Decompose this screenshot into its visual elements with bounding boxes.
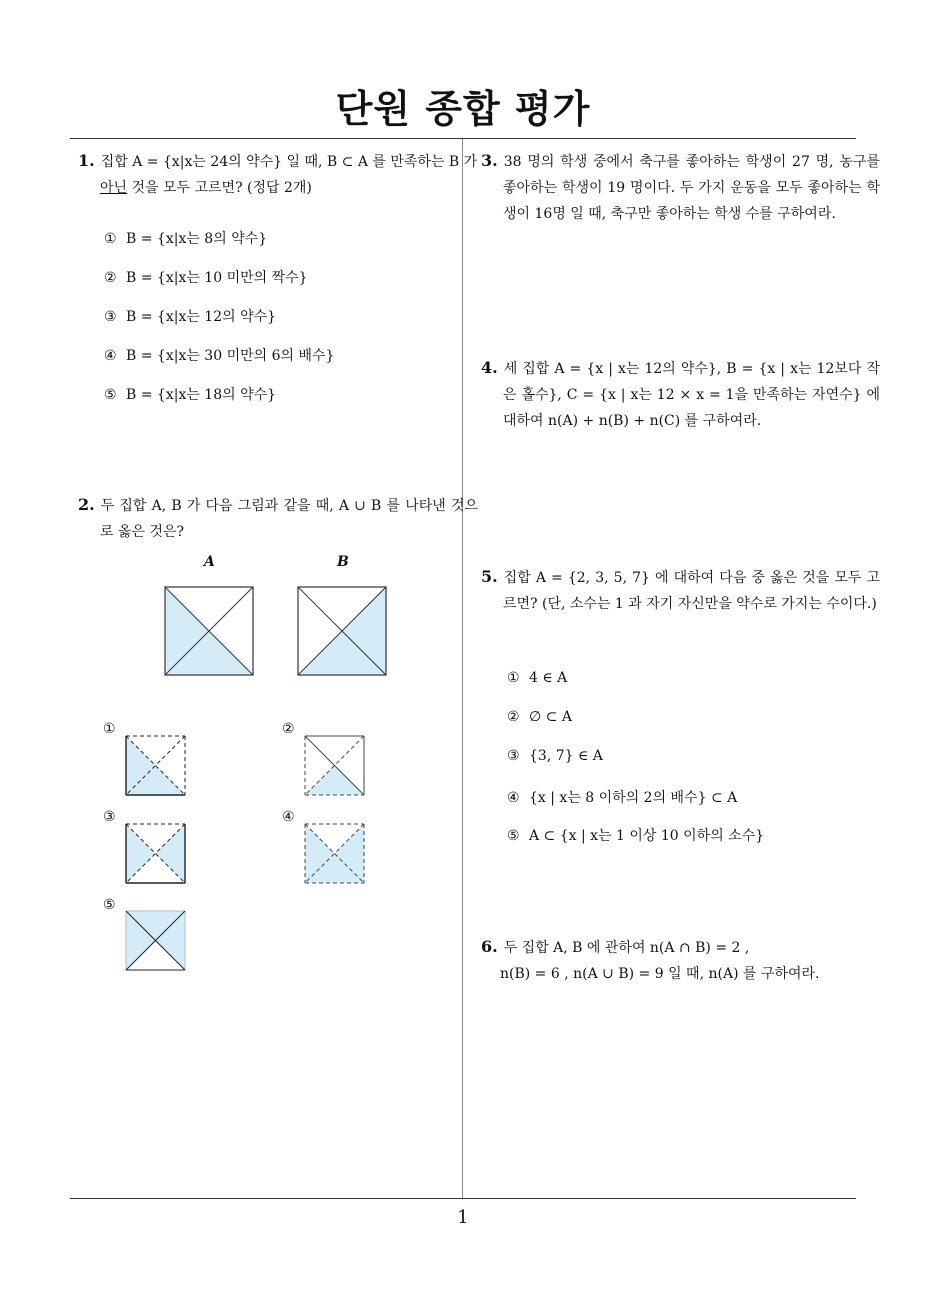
option-mark: ⑤ xyxy=(104,387,117,403)
q2-choice-5-mark[interactable]: ⑤ xyxy=(103,897,116,913)
option-mark: ⑤ xyxy=(507,828,520,844)
underlined-word: 아닌 xyxy=(100,180,128,196)
q2-choice-4-diagram[interactable] xyxy=(305,824,364,883)
question-6-line-2: n(B) = 6 , n(A ∪ B) = 9 일 때, n(A) 를 구하여라. xyxy=(500,966,820,982)
question-text: 집합 A = {x|x는 24의 약수} 일 때, B ⊂ A 를 만족하는 B 가 xyxy=(100,154,478,170)
question-3 xyxy=(481,148,880,227)
option-text: B = {x|x는 12의 약수} xyxy=(126,309,277,325)
question-number: 2. xyxy=(78,495,95,514)
option-text: B = {x|x는 10 미만의 짝수} xyxy=(126,270,308,286)
option-text: A ⊂ {x | x는 1 이상 10 이하의 소수} xyxy=(529,828,765,844)
set-b-diagram xyxy=(298,587,386,675)
q1-option-5[interactable] xyxy=(104,384,276,404)
option-mark: ④ xyxy=(507,790,520,806)
option-mark: ① xyxy=(104,231,117,247)
question-number: 1. xyxy=(78,151,95,170)
q5-option-2[interactable] xyxy=(507,709,572,725)
q2-choice-1-diagram[interactable] xyxy=(126,736,185,795)
page-number: 1 xyxy=(457,1207,469,1228)
question-number: 5. xyxy=(481,567,498,586)
question-5 xyxy=(481,564,880,617)
q5-option-4[interactable] xyxy=(507,787,737,807)
question-number: 4. xyxy=(481,358,498,377)
option-mark: ③ xyxy=(104,309,117,325)
page-title: 단원 종합 평가 xyxy=(335,87,591,131)
question-text: 두 집합 A, B 에 관하여 n(A ∩ B) = 2 , xyxy=(503,940,750,956)
q1-option-2[interactable] xyxy=(104,267,308,287)
question-text: 집합 A = {2, 3, 5, 7} 에 대하여 다음 중 옳은 것을 모두 고르면? (단, 소수는 1 과 자기 자신만을 약수로 가지는 수이다.) xyxy=(503,570,880,612)
option-text: {3, 7} ∈ A xyxy=(529,748,603,764)
q2-choice-2-mark[interactable]: ② xyxy=(282,721,295,737)
question-number: 3. xyxy=(481,151,498,170)
q5-option-1[interactable] xyxy=(507,670,567,686)
set-b-label: B xyxy=(337,554,349,570)
question-text-end: 것을 모두 고르면? (정답 2개) xyxy=(127,180,312,196)
q2-choice-5-diagram[interactable] xyxy=(126,911,185,970)
q1-option-4[interactable] xyxy=(104,345,334,365)
option-text: B = {x|x는 8의 약수} xyxy=(126,231,268,247)
bottom-rule xyxy=(70,1198,856,1199)
question-6 xyxy=(481,934,858,987)
q2-choice-1-mark[interactable]: ① xyxy=(103,721,116,737)
option-mark: ③ xyxy=(507,748,520,764)
question-text: 38 명의 학생 중에서 축구를 좋아하는 학생이 27 명, 농구를 좋아하는 학생이 19 명이다. 두 가지 운동을 모두 좋아하는 학생이 16명 일 때, 축구만 좋아하는 학생 수를 구하여라. xyxy=(503,154,880,222)
q1-option-3[interactable] xyxy=(104,306,276,326)
question-text: 세 집합 A = {x | x는 12의 약수}, B = {x | x는 12보다 작은 홀수}, C = {x | x는 12 × x = 1을 만족하는 자연수} 에 대하여 n(A) + n(B) + n(C) 를 구하여라. xyxy=(503,361,880,429)
option-text: {x | x는 8 이하의 2의 배수} ⊂ A xyxy=(529,790,738,806)
q2-choice-3-mark[interactable]: ③ xyxy=(103,809,116,825)
question-1 xyxy=(78,148,478,201)
option-text: B = {x|x는 30 미만의 6의 배수} xyxy=(126,348,335,364)
top-rule xyxy=(70,138,856,139)
set-a-label: A xyxy=(204,554,215,570)
option-mark: ② xyxy=(104,270,117,286)
question-4 xyxy=(481,355,880,434)
set-a-diagram xyxy=(165,587,253,675)
option-text: B = {x|x는 18의 약수} xyxy=(126,387,277,403)
option-mark: ② xyxy=(507,709,520,725)
option-mark: ① xyxy=(507,670,520,686)
option-text: 4 ∈ A xyxy=(529,670,568,686)
q1-option-1[interactable] xyxy=(104,228,267,248)
option-text: ∅ ⊂ A xyxy=(529,709,572,725)
question-2 xyxy=(78,492,478,545)
q2-choice-3-diagram[interactable] xyxy=(126,824,185,883)
q5-option-5[interactable] xyxy=(507,825,764,845)
q5-option-3[interactable] xyxy=(507,748,603,764)
question-6-line-1 xyxy=(481,934,858,961)
question-text: 두 집합 A, B 가 다음 그림과 같을 때, A ∪ B 를 나타낸 것으로 옳은 것은? xyxy=(100,498,478,540)
option-mark: ④ xyxy=(104,348,117,364)
q2-choice-4-mark[interactable]: ④ xyxy=(282,809,295,825)
question-number: 6. xyxy=(481,937,498,956)
column-divider xyxy=(462,139,463,1199)
q2-choice-2-diagram[interactable] xyxy=(305,736,364,795)
